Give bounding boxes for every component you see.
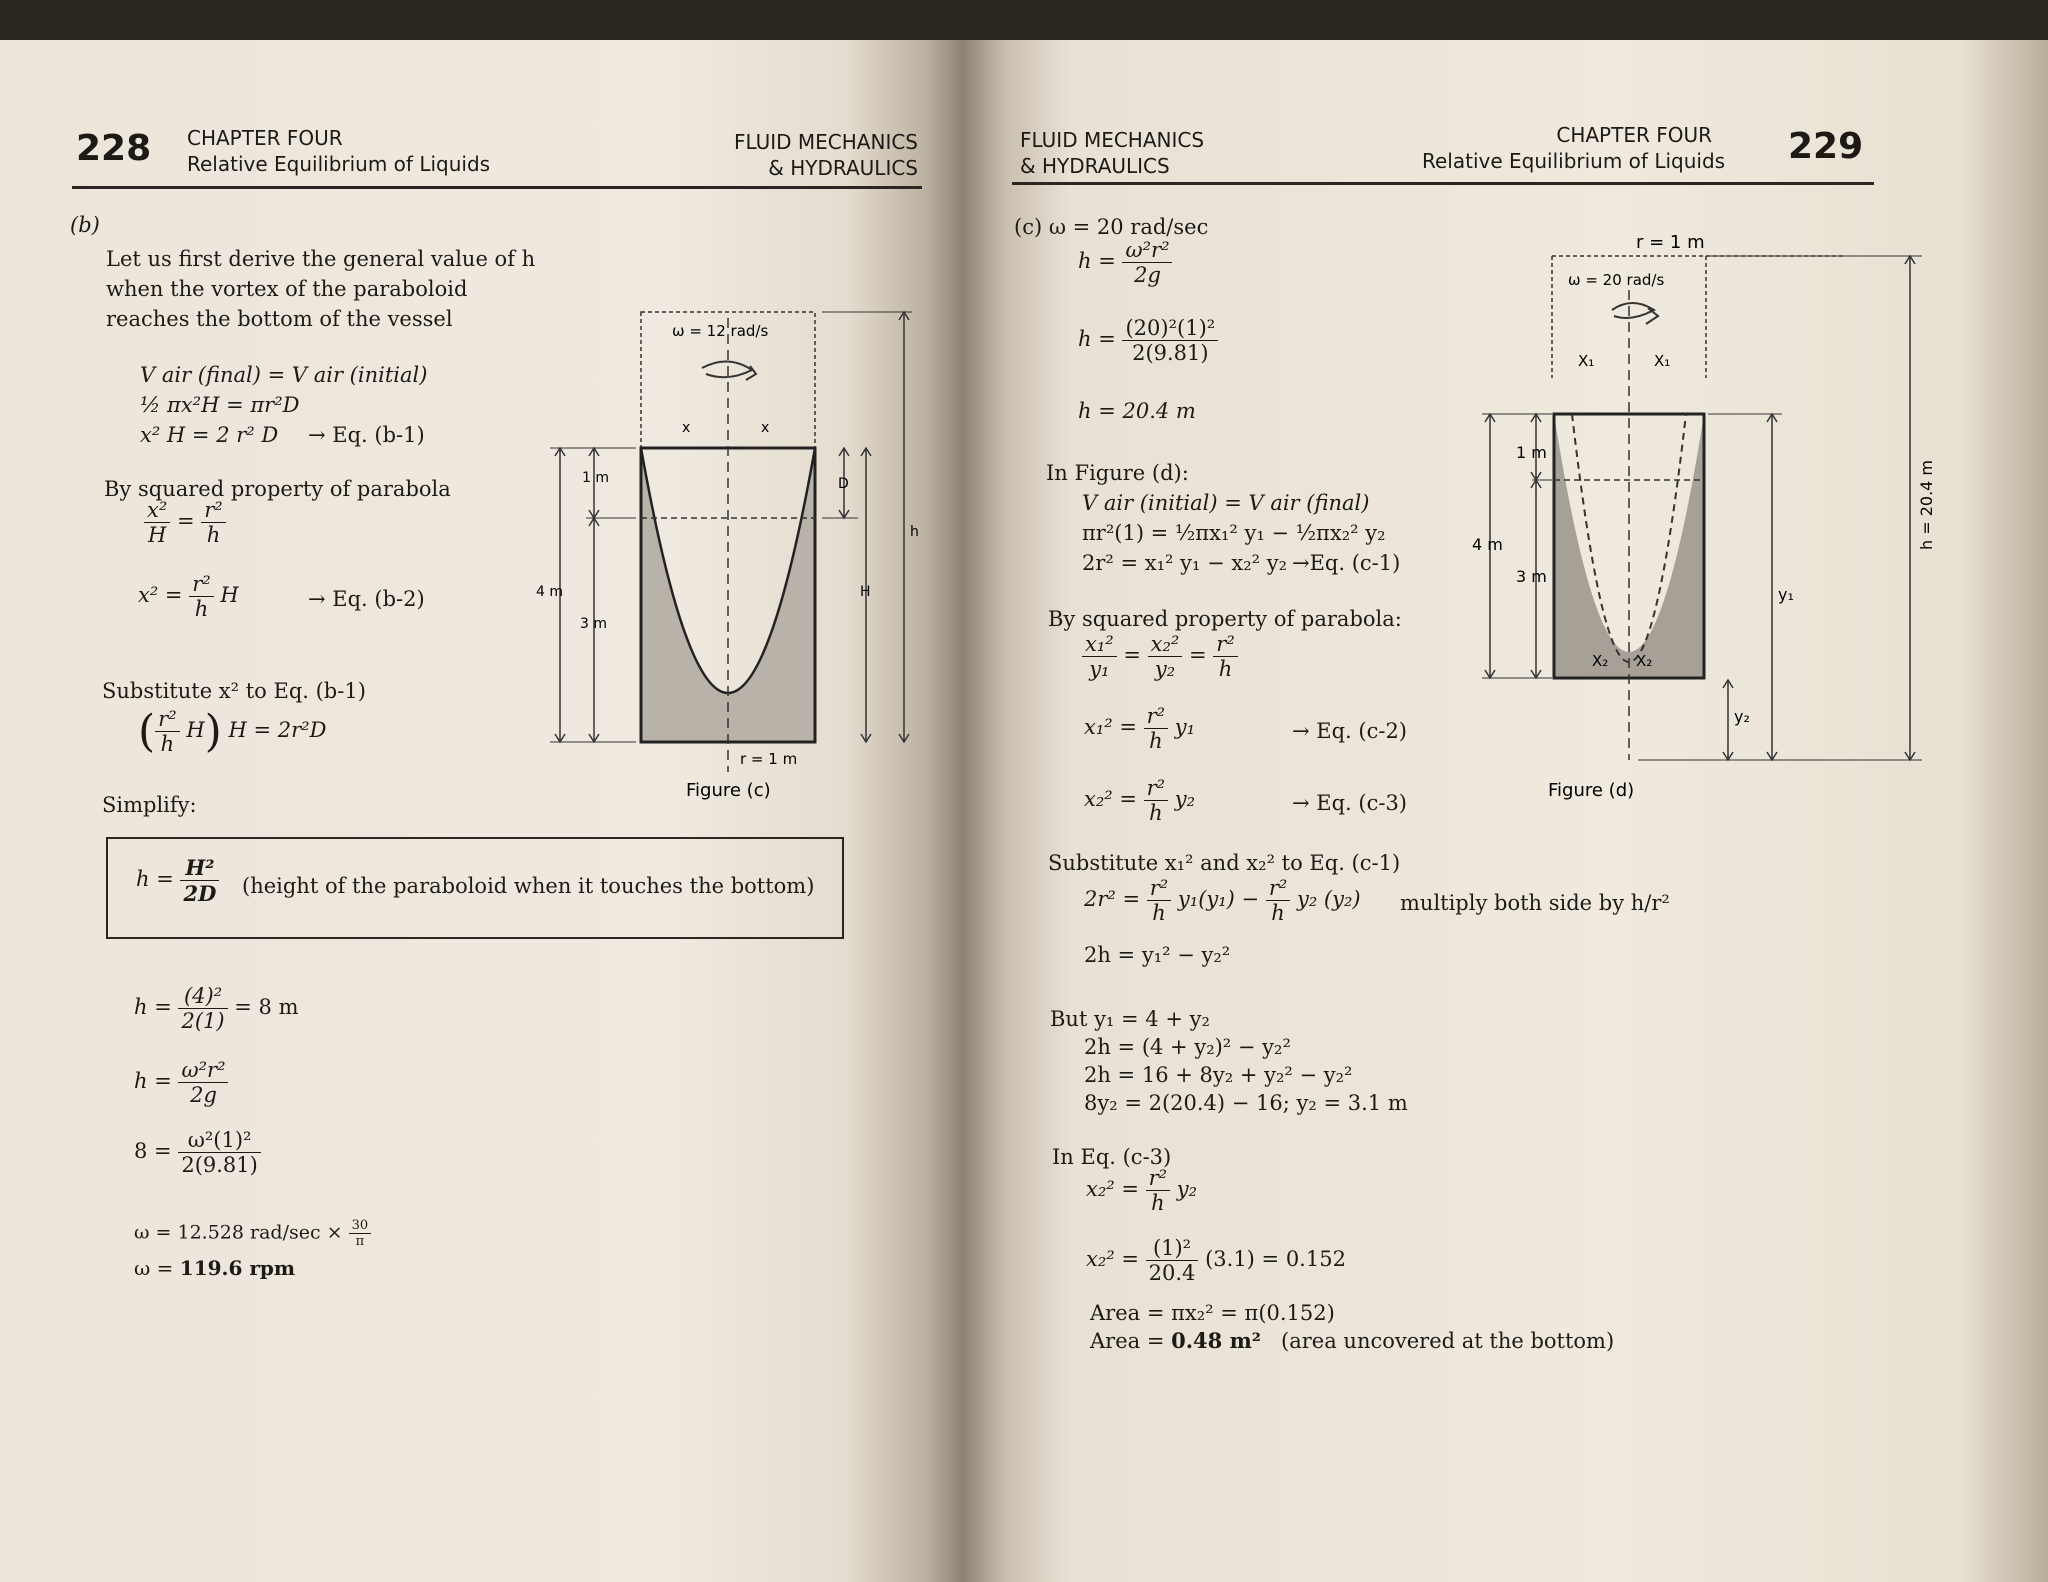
- x2-formula: x₂² = $\frac{\text{r²}}{h}$ y₂: [1086, 1166, 1198, 1215]
- calc-h-formula: h = $\frac{\text{ω²r²}}{2g}$: [134, 1058, 228, 1107]
- figure-c: [536, 270, 940, 830]
- substitute-text: Substitute x₁² and x₂² to Eq. (c-1): [1048, 851, 1401, 875]
- but-equation: 2h = 16 + 8y₂ + y₂² − y₂²: [1084, 1063, 1353, 1087]
- header-rule: [1012, 182, 1874, 185]
- radius-label: r = 1 m: [1636, 232, 1705, 253]
- parabola-heading: By squared property of parabola: [104, 477, 451, 501]
- volume-equation: x² H = 2 r² D: [140, 423, 279, 447]
- book-subtitle: & HYDRAULICS: [768, 156, 918, 180]
- figure-caption: Figure (d): [1548, 780, 1635, 801]
- dim-4m: 4 m: [1472, 535, 1503, 554]
- dim-H: H: [860, 584, 871, 600]
- boxed-note: (height of the paraboloid when it touches the bottom): [242, 874, 815, 898]
- intro-line: Let us first derive the general value of h: [106, 247, 536, 271]
- omega-label: ω = 12 rad/s: [672, 322, 769, 340]
- x1-equation: x₁² = $\frac{\text{r²}}{h}$ y₁: [1084, 704, 1196, 753]
- x-squared-equation: x² = $\frac{\text{r²}}{h}$ H: [138, 572, 239, 621]
- volume-equation: πr²(1) = ½πx₁² y₁ − ½πx₂² y₂: [1082, 521, 1386, 545]
- x2-label: X₂: [1636, 652, 1653, 670]
- dim-1m: 1 m: [582, 470, 609, 486]
- eq-b2-label: → Eq. (b-2): [308, 587, 425, 611]
- arrowhead-icon: [1646, 308, 1658, 324]
- substituted-equation: 2r² = $\frac{\text{r²}}{h}$ y₁(y₁) − $\frac{\text{r²}}{h}$ y₂ (y₂): [1084, 876, 1361, 925]
- page-number: 228: [76, 128, 152, 169]
- substituted-equation: ( $\frac{\text{r²}}{h}$ H) H = 2r²D: [138, 706, 327, 757]
- rotation-arrow-icon: [1612, 303, 1654, 318]
- intro-line: reaches the bottom of the vessel: [106, 307, 453, 331]
- substitute-text: Substitute x² to Eq. (b-1): [102, 679, 366, 703]
- dim-4m: 4 m: [536, 584, 563, 600]
- figure-caption: Figure (c): [686, 780, 771, 801]
- x2-label: X₂: [1592, 652, 1609, 670]
- volume-equation: 2r² = x₁² y₁ − x₂² y₂: [1082, 551, 1287, 575]
- dim-h: h = 20.4 m: [1917, 459, 1936, 550]
- area-result: Area = 0.48 m² (area uncovered at the bottom): [1090, 1328, 1615, 1353]
- chapter-title: Relative Equilibrium of Liquids: [1422, 149, 1726, 173]
- left-page: [0, 40, 962, 1582]
- intro-line: when the vortex of the paraboloid: [106, 277, 468, 301]
- volume-equation: ½ πx²H = πr²D: [140, 393, 300, 417]
- calc-omega: 8 = $\frac{\text{ω²(1)²}}{2(9.81)}$: [134, 1128, 261, 1177]
- book-title: FLUID MECHANICS: [733, 130, 918, 154]
- parabola-ratio: $\frac{\text{x²}}{H}$ = $\frac{\text{r²}}{h}$: [144, 498, 226, 547]
- right-page: [962, 40, 2048, 1582]
- dim-1m: 1 m: [1516, 443, 1547, 462]
- boxed-formula: h = $\frac{\text{H²}}{2D}$: [136, 855, 219, 906]
- header-rule: [72, 186, 922, 189]
- figure-d: [1442, 230, 1942, 810]
- chapter-title: Relative Equilibrium of Liquids: [187, 152, 491, 176]
- result-box: [106, 837, 844, 939]
- dim-y1: y₁: [1778, 585, 1794, 604]
- but-line: But y₁ = 4 + y₂: [1050, 1007, 1210, 1031]
- h-substitution: h = $\frac{\text{(20)²(1)²}}{2(9.81)}$: [1078, 316, 1218, 365]
- dim-D: D: [838, 476, 849, 492]
- eq-b1-label: → Eq. (b-1): [308, 423, 425, 447]
- x1-label: X₁: [1578, 352, 1595, 370]
- x2-calculation: x₂² = $\frac{\text{(1)²}}{20.4}$ (3.1) = 0.152: [1086, 1236, 1346, 1285]
- in-eq-c3: In Eq. (c-3): [1052, 1145, 1172, 1169]
- simplify-text: Simplify:: [102, 793, 197, 817]
- eq-c3-label: → Eq. (c-3): [1292, 791, 1407, 815]
- omega-result: ω = 12.528 rad/sec × $\frac{30}{\pi}$: [134, 1218, 371, 1249]
- volume-equation: V air (initial) = V air (final): [1082, 491, 1370, 515]
- part-label: (b): [70, 213, 100, 237]
- page-number: 229: [1788, 126, 1864, 167]
- radius-label: r = 1 m: [740, 750, 798, 768]
- dim-y2: y₂: [1734, 707, 1750, 726]
- but-equation: 2h = (4 + y₂)² − y₂²: [1084, 1035, 1291, 1059]
- x2-equation: x₂² = $\frac{\text{r²}}{h}$ y₂: [1084, 776, 1196, 825]
- eq-c2-label: → Eq. (c-2): [1292, 719, 1407, 743]
- dim-3m: 3 m: [1516, 567, 1547, 586]
- rotation-arrow-icon: [702, 361, 752, 377]
- rpm-result: ω = 119.6 rpm: [134, 1256, 296, 1280]
- x1-label: X₁: [1654, 352, 1671, 370]
- calc-h: h = $\frac{\text{(4)²}}{2(1)}$ = 8 m: [134, 984, 299, 1033]
- x-label: x: [761, 420, 770, 436]
- area-line: Area = πx₂² = π(0.152): [1090, 1301, 1335, 1325]
- h-formula: h = $\frac{\text{ω²r²}}{2g}$: [1078, 238, 1172, 287]
- chapter-label: CHAPTER FOUR: [1556, 123, 1712, 147]
- eq-c1-label: →Eq. (c-1): [1292, 551, 1401, 575]
- figure-d-intro: In Figure (d):: [1046, 461, 1189, 485]
- dim-h: h: [910, 524, 919, 540]
- part-label: (c) ω = 20 rad/sec: [1014, 215, 1209, 239]
- h-result: h = 20.4 m: [1078, 399, 1196, 423]
- book-title: FLUID MECHANICS: [1020, 128, 1205, 152]
- omega-label: ω = 20 rad/s: [1568, 271, 1665, 289]
- but-equation: 8y₂ = 2(20.4) − 16; y₂ = 3.1 m: [1084, 1091, 1408, 1115]
- x-label: x: [682, 420, 691, 436]
- parabola-ratio: $\frac{\text{x₁²}}{\text{y₁}}$ = $\frac{\text{x₂²}}{\text{y₂}}$ = $\frac{\text{r²}}{h}$: [1082, 632, 1238, 681]
- multiply-note: multiply both side by h/r²: [1400, 891, 1670, 915]
- chapter-label: CHAPTER FOUR: [187, 126, 343, 150]
- volume-equation: V air (final) = V air (initial): [140, 363, 428, 387]
- parabola-heading: By squared property of parabola:: [1048, 607, 1402, 631]
- dim-3m: 3 m: [580, 616, 607, 632]
- eq-2h: 2h = y₁² − y₂²: [1084, 943, 1231, 967]
- book-subtitle: & HYDRAULICS: [1020, 154, 1170, 178]
